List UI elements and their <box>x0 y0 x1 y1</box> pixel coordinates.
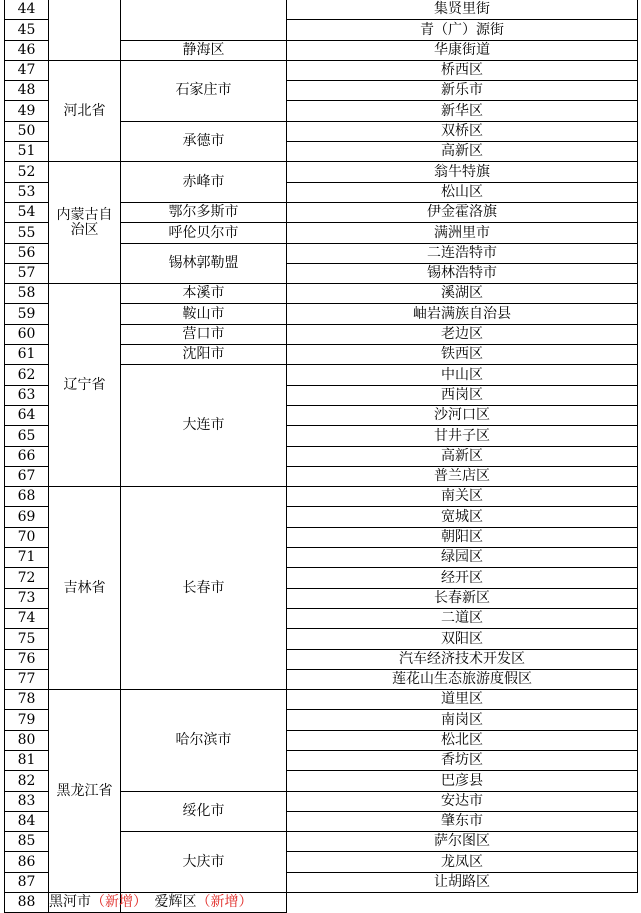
district-cell: 中山区 <box>287 365 638 385</box>
row-number: 66 <box>5 446 49 466</box>
new-tag: （新增） <box>91 894 147 911</box>
province-cell <box>49 0 121 60</box>
row-number: 67 <box>5 466 49 486</box>
region-list-table <box>4 0 638 913</box>
district-cell: 朝阳区 <box>287 527 638 547</box>
district-cell: 青（广）源街 <box>287 20 638 40</box>
region-list-table-container <box>4 0 637 913</box>
district-cell: 长春新区 <box>287 588 638 608</box>
row-number: 69 <box>5 507 49 527</box>
district-cell: 道里区 <box>287 690 638 710</box>
district-cell: 新乐市 <box>287 81 638 101</box>
district-cell: 二连浩特市 <box>287 243 638 263</box>
district-cell: 松北区 <box>287 730 638 750</box>
city-cell: 锡林郭勒盟 <box>121 243 287 284</box>
city-cell: 沈阳市 <box>121 345 287 365</box>
city-cell: 绥化市 <box>121 791 287 832</box>
district-cell: 萨尔图区 <box>287 832 638 852</box>
city-cell: 赤峰市 <box>121 162 287 203</box>
district-cell: 满洲里市 <box>287 223 638 243</box>
district-cell: 肇东市 <box>287 811 638 831</box>
row-number: 78 <box>5 690 49 710</box>
district-cell: 高新区 <box>287 446 638 466</box>
province-cell: 黑龙江省 <box>49 690 121 893</box>
city-cell: 本溪市 <box>121 284 287 304</box>
row-number: 79 <box>5 710 49 730</box>
district-cell: 宽城区 <box>287 507 638 527</box>
new-tag: （新增） <box>196 894 253 911</box>
row-number: 51 <box>5 142 49 162</box>
row-number: 68 <box>5 487 49 507</box>
table-row <box>5 162 638 182</box>
city-cell: 大连市 <box>121 365 287 487</box>
district-cell: 岫岩满族自治县 <box>287 304 638 324</box>
district-cell: 溪湖区 <box>287 284 638 304</box>
district-name: 爱辉区 <box>154 894 197 911</box>
district-cell: 安达市 <box>287 791 638 811</box>
row-number: 53 <box>5 182 49 202</box>
district-cell: 锡林浩特市 <box>287 263 638 283</box>
district-cell: 南岗区 <box>287 710 638 730</box>
district-cell: 龙凤区 <box>287 852 638 872</box>
row-number: 87 <box>5 872 49 892</box>
row-number: 84 <box>5 811 49 831</box>
row-number: 62 <box>5 365 49 385</box>
row-number: 61 <box>5 345 49 365</box>
row-number: 55 <box>5 223 49 243</box>
row-number: 54 <box>5 202 49 222</box>
table-row <box>5 893 638 913</box>
row-number: 74 <box>5 608 49 628</box>
district-cell: 翁牛特旗 <box>287 162 638 182</box>
city-cell: 呼伦贝尔市 <box>121 223 287 243</box>
row-number: 49 <box>5 101 49 121</box>
row-number: 82 <box>5 771 49 791</box>
district-cell: 二道区 <box>287 608 638 628</box>
row-number: 52 <box>5 162 49 182</box>
row-number: 80 <box>5 730 49 750</box>
district-cell: 伊金霍洛旗 <box>287 202 638 222</box>
table-row <box>5 0 638 20</box>
row-number: 44 <box>5 0 49 20</box>
row-number: 59 <box>5 304 49 324</box>
province-cell: 辽宁省 <box>49 284 121 487</box>
row-number: 85 <box>5 832 49 852</box>
district-cell: 华康街道 <box>287 40 638 60</box>
table-row <box>5 487 638 507</box>
table-row <box>5 690 638 710</box>
city-cell: 大庆市 <box>121 832 287 893</box>
row-number: 56 <box>5 243 49 263</box>
city-cell: 静海区 <box>121 40 287 60</box>
row-number: 86 <box>5 852 49 872</box>
city-cell: 营口市 <box>121 324 287 344</box>
city-cell: 长春市 <box>121 487 287 690</box>
district-cell: 汽车经济技术开发区 <box>287 649 638 669</box>
district-cell: 新华区 <box>287 101 638 121</box>
row-number: 64 <box>5 405 49 425</box>
district-cell: 甘井子区 <box>287 426 638 446</box>
row-number: 75 <box>5 629 49 649</box>
row-number: 58 <box>5 284 49 304</box>
row-number: 77 <box>5 669 49 689</box>
row-number: 72 <box>5 568 49 588</box>
city-cell: 承德市 <box>121 121 287 162</box>
city-cell: 鞍山市 <box>121 304 287 324</box>
row-number: 65 <box>5 426 49 446</box>
district-cell: 集贤里街 <box>287 0 638 20</box>
province-cell: 河北省 <box>49 60 121 161</box>
city-cell: 鄂尔多斯市 <box>121 202 287 222</box>
row-number: 57 <box>5 263 49 283</box>
row-number: 83 <box>5 791 49 811</box>
province-cell: 吉林省 <box>49 487 121 690</box>
row-number: 81 <box>5 750 49 770</box>
district-cell: 老边区 <box>287 324 638 344</box>
district-cell: 松山区 <box>287 182 638 202</box>
row-number: 46 <box>5 40 49 60</box>
district-cell: 莲花山生态旅游度假区 <box>287 669 638 689</box>
row-number: 76 <box>5 649 49 669</box>
district-cell: 南关区 <box>287 487 638 507</box>
row-number: 47 <box>5 60 49 80</box>
city-cell: 石家庄市 <box>121 60 287 121</box>
district-cell: 经开区 <box>287 568 638 588</box>
table-row <box>5 284 638 304</box>
district-cell: 铁西区 <box>287 345 638 365</box>
city-cell: 哈尔滨市 <box>121 690 287 791</box>
district-cell: 双阳区 <box>287 629 638 649</box>
province-cell: 内蒙古自治区 <box>49 162 121 284</box>
district-cell: 高新区 <box>287 142 638 162</box>
row-number: 50 <box>5 121 49 141</box>
row-number: 48 <box>5 81 49 101</box>
district-cell: 香坊区 <box>287 750 638 770</box>
row-number: 71 <box>5 548 49 568</box>
city-cell <box>121 0 287 40</box>
district-cell: 双桥区 <box>287 121 638 141</box>
district-cell: 沙河口区 <box>287 405 638 425</box>
city-cell <box>49 893 147 913</box>
district-cell: 西岗区 <box>287 385 638 405</box>
row-number: 45 <box>5 20 49 40</box>
district-cell: 巴彦县 <box>287 771 638 791</box>
city-name: 黑河市 <box>49 894 91 911</box>
row-number: 60 <box>5 324 49 344</box>
district-cell: 桥西区 <box>287 60 638 80</box>
row-number: 73 <box>5 588 49 608</box>
district-cell: 普兰店区 <box>287 466 638 486</box>
district-cell: 让胡路区 <box>287 872 638 892</box>
district-cell: 绿园区 <box>287 548 638 568</box>
row-number: 70 <box>5 527 49 547</box>
row-number: 63 <box>5 385 49 405</box>
row-number: 88 <box>5 893 49 913</box>
table-row <box>5 60 638 80</box>
